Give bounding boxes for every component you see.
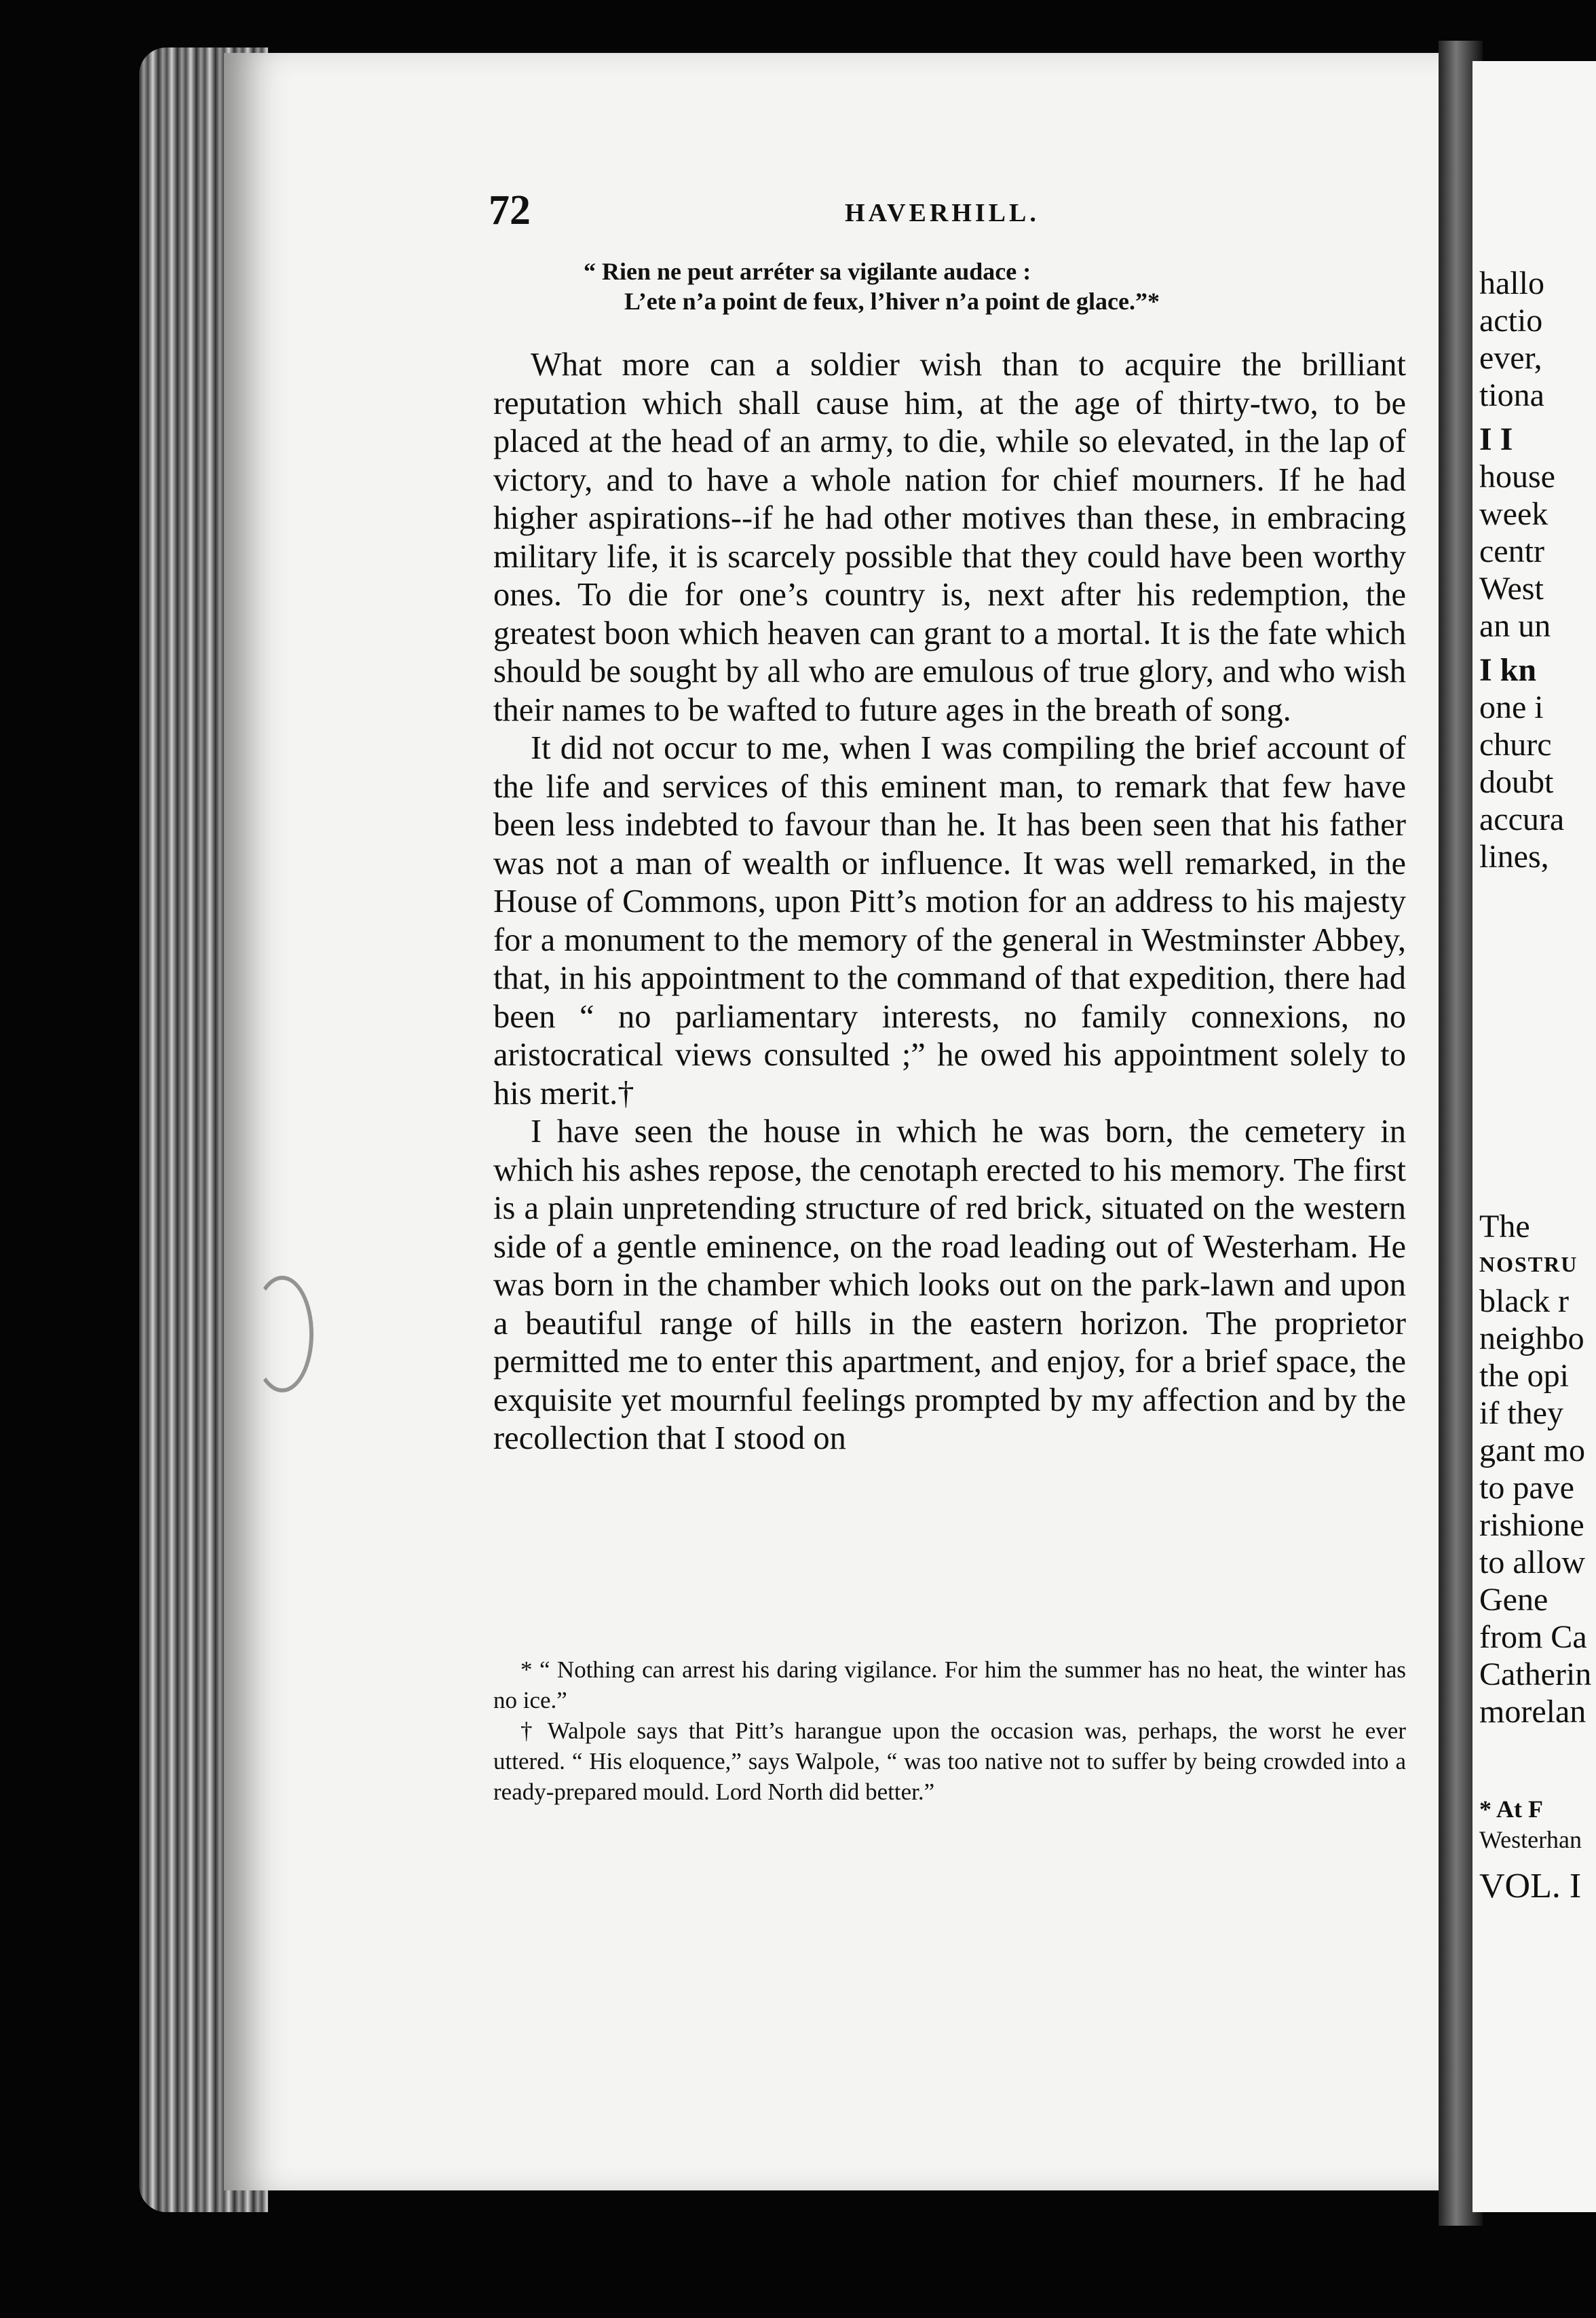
right-page-fragment: doubt [1479,764,1554,800]
right-page-fragment: The [1479,1209,1530,1244]
right-page-fragment: accura [1479,801,1565,837]
right-page-fragment: * At F [1479,1796,1543,1823]
right-page-fragment: VOL. I [1479,1867,1582,1905]
right-page-fragment: morelan [1479,1694,1586,1730]
body-text [493,346,1406,1458]
right-page-fragment: Gene [1479,1582,1548,1618]
right-page-fragment: to allow [1479,1544,1585,1580]
right-page-fragment: to pave [1479,1470,1574,1506]
right-page-fragment: ever, [1479,340,1542,376]
right-page-fragment: I kn [1479,652,1537,688]
paragraph: What more can a soldier wish than to acquire the brilliant reputation which shall cause him, at the age of thirty-two, to be placed at the head of an army, to die, while so elevated, in the lap of victory, and to have a whole nation for chief mourners. If he had higher aspirations--if he had other motives than these, in embracing military life, it is scarcely possible that they could have been worthy ones. To die for one’s country is, next after his redemption, the greatest boon which heaven can grant to a mortal. It is the fate which should be sought by all who are emulous of true glory, and who wish their names to be wafted to future ages in the breath of song. [493,347,1406,728]
right-page-fragment: week [1479,496,1548,532]
epigraph [584,256,1350,316]
paragraph: It did not occur to me, when I was compiling the brief account of the life and services of this eminent man, to remark that few have been less indebted to favour than he. It has been seen that his father was not a man of wealth or influence. It was well remarked, in the House of Commons, upon Pitt’s motion for an address to his majesty for a monument to the memory of the general in Westminster Abbey, that, in his appointment to the command of that expedition, there had been “ no parliamentary interests, no family connexions, no aristocratical views consulted ;” he owed his appointment solely to his merit.† [493,730,1406,1112]
footnote: * “ Nothing can arrest his daring vigilance. For him the summer has no heat, the winter has no ice.” [493,1656,1406,1713]
right-page-fragment: rishione [1479,1507,1584,1543]
right-page-fragment: hallo [1479,265,1544,301]
right-page-fragment: from Ca [1479,1619,1587,1655]
epigraph-line-2: L’ete n’a point de feux, l’hiver n’a point de glace.”* [624,288,1160,315]
footnotes [493,1654,1406,1807]
epigraph-line-1: “ Rien ne peut arréter sa vigilante audace : [584,258,1031,285]
paragraph: I have seen the house in which he was born, the cemetery in which his ashes repose, the cenotaph erected to his memory. The first is a plain unpretending structure of red brick, situated on the western side of a gentle eminence, on the road leading out of Westerham. He was born in the chamber which looks out on the park-lawn and upon a beautiful range of hills in the eastern horizon. The proprietor permitted me to enter this apartment, and enjoy, for a brief space, the exquisite yet mournful feelings prompted by my affection and by the recollection that I stood on [493,1114,1406,1456]
right-page-fragment: Catherin [1479,1656,1592,1692]
right-page-fragment: one i [1479,689,1544,725]
right-page-fragment: gant mo [1479,1432,1585,1468]
right-page-fragment: tiona [1479,377,1544,413]
right-page-fragment: actio [1479,303,1543,339]
right-page-fragment: lines, [1479,839,1549,875]
right-page-fragment: NOSTRU [1479,1252,1578,1276]
right-page-fragment: churc [1479,727,1552,763]
page-number: 72 [489,187,531,233]
right-page [1472,61,1596,2212]
right-page-fragment: centr [1479,533,1544,569]
right-page-fragment: black r [1479,1283,1569,1319]
running-head [489,142,1405,233]
right-page-fragment: I I [1479,421,1513,457]
right-page-fragment: Westerhan [1479,1826,1582,1853]
right-page-fragment: West [1479,571,1544,607]
paper-stain [251,1276,314,1392]
right-page-fragment: house [1479,459,1555,495]
right-page-fragment: the opi [1479,1358,1569,1394]
footnote: † Walpole says that Pitt’s harangue upon the occasion was, perhaps, the worst he ever uttered. “ His eloquence,” says Walpole, “ was too native not to suffer by being crowded into a ready-prepared mould. Lord North did better.” [493,1717,1406,1805]
right-page-fragment: if they [1479,1395,1563,1431]
right-page-fragment: neighbo [1479,1320,1584,1356]
running-head-title: HAVERHILL. [845,199,1040,227]
right-page-fragment: an un [1479,608,1551,644]
